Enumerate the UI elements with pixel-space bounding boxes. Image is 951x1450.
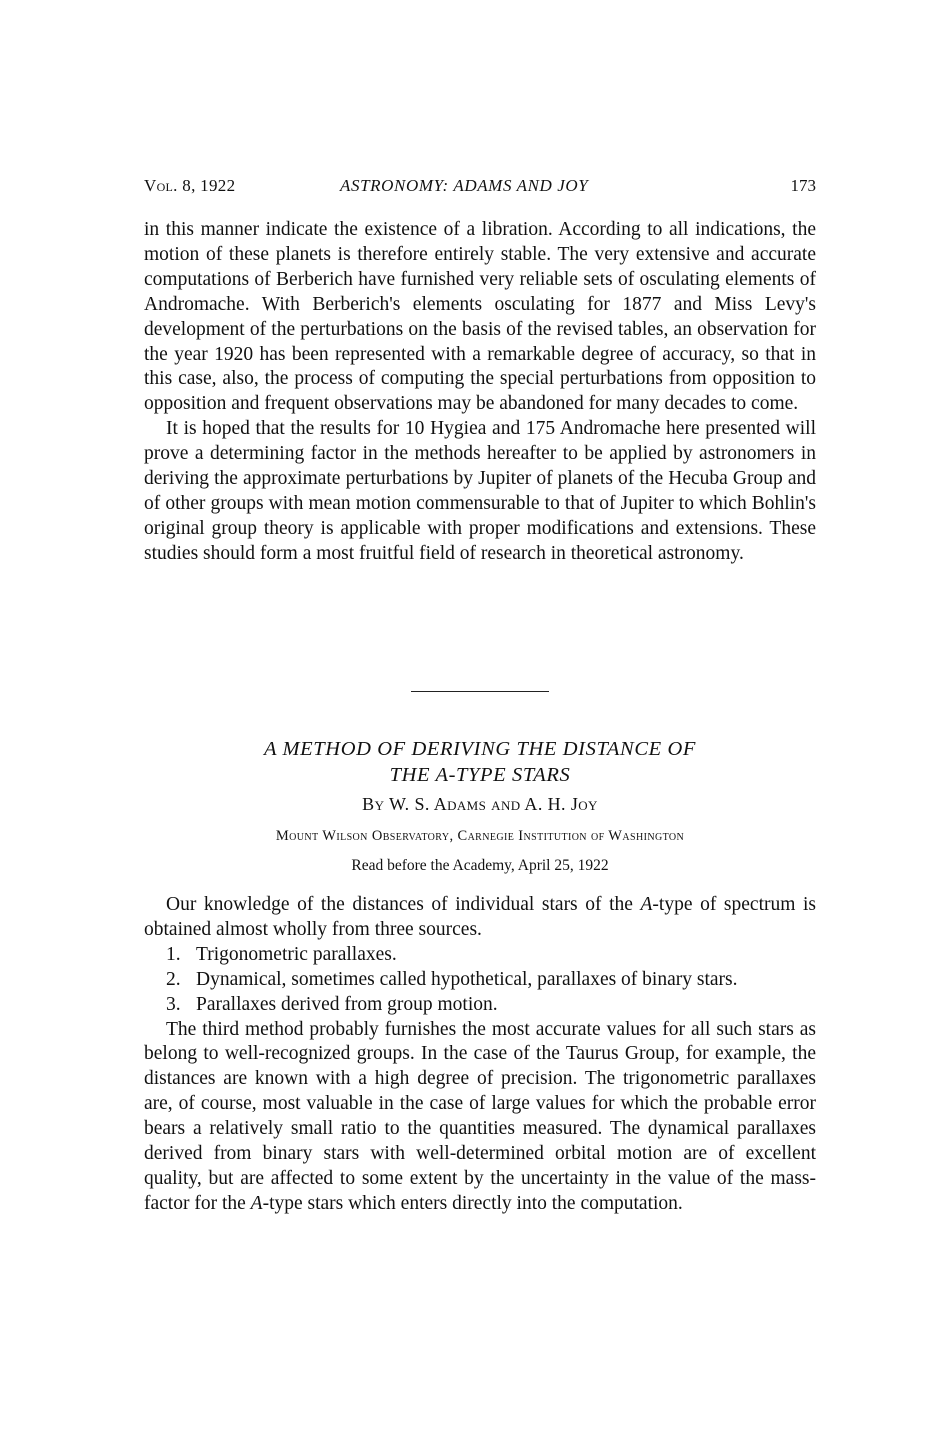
volume-label: Vol. 8, 1922 (144, 176, 236, 195)
article-authors: By W. S. Adams and A. H. Joy (362, 794, 598, 814)
closing-paragraph (144, 1018, 816, 1217)
list-item (144, 993, 816, 1018)
article-title (144, 736, 816, 788)
page-number: 173 (790, 176, 816, 195)
text-run: -type of spectrum is obtained almost wholly from three sources. (144, 894, 816, 940)
text-run: -type stars which enters directly into the computation. (262, 1192, 683, 1214)
article-body (144, 893, 816, 1217)
running-title: ASTRONOMY: ADAMS AND JOY (340, 176, 589, 195)
list-item (144, 968, 816, 993)
list-number: 2. (166, 968, 181, 990)
list-text: Parallaxes derived from group motion. (196, 993, 498, 1015)
spectral-type-italic: A (640, 894, 653, 915)
list-text: Trigonometric parallaxes. (196, 943, 397, 965)
article-title-line: A METHOD OF DERIVING THE DISTANCE OF (264, 738, 696, 760)
spectral-type-italic: A (250, 1192, 263, 1214)
running-header (144, 176, 816, 200)
previous-article-text (144, 218, 816, 567)
article-affiliation: Mount Wilson Observatory, Carnegie Institution of Washington (275, 828, 685, 844)
article-title-line: THE A-TYPE STARS (389, 764, 571, 786)
section-divider (411, 691, 549, 692)
text-run: Our knowledge of the distances of individual stars of the (166, 894, 641, 915)
paragraph: It is hoped that the results for 10 Hygiea and 175 Andromache here presented will prove a determining factor in the methods hereafter to be applied by astronomers in deriving the approximate perturbations by Jupiter of planets of the Hecuba Group and of other groups with mean motion commensurable to that of Jupiter to which Bohlin's original group theory is applicable with proper modifications and extensions. These studies should form a most fruitful field of research in theoretical astronomy. (144, 418, 816, 564)
read-before-note: Read before the Academy, April 25, 1922 (351, 857, 609, 874)
list-item (144, 943, 816, 968)
list-number: 3. (166, 993, 181, 1015)
text-run: The third method probably furnishes the most accurate values for all such stars as belong to well-recognized groups. In the case of the Taurus Group, for example, the distances are known with a high degree of precision. The trigonometric parallaxes are, of course, most valuable in the case of large values for which the probable error bears a relatively small ratio to the quantities measured. The dynamical parallaxes derived from binary stars with well-determined orbital motion are of excellent quality, but are affected to some extent by the uncertainty in the value of the mass-factor for the (144, 1018, 816, 1214)
paragraph: in this manner indicate the existence of a libration. According to all indications, the motion of these planets is therefore entirely stable. The very extensive and accurate computations of Berberich have furnished very reliable sets of osculating elements of Andromache. With Berberich's elements osculating for 1877 and Miss Levy's development of the perturbations on the basis of the revised tables, an observation for the year 1920 has been represented with a remarkable degree of accuracy, so that in this case, also, the process of computing the special perturbations from opposition to opposition and frequent observations may be abandoned for many decades to come. (144, 219, 816, 415)
intro-paragraph (144, 893, 816, 943)
list-number: 1. (166, 943, 181, 965)
list-text: Dynamical, sometimes called hypothetical, parallaxes of binary stars. (196, 968, 738, 990)
